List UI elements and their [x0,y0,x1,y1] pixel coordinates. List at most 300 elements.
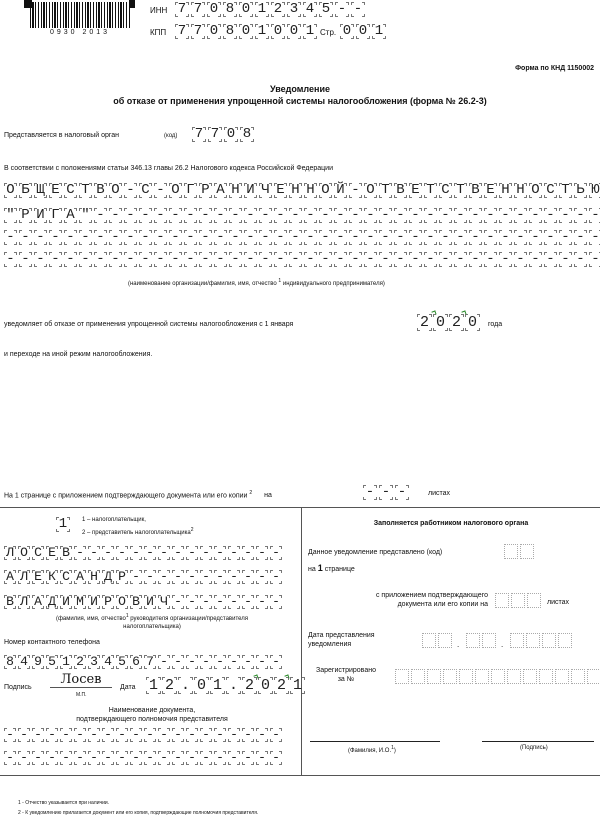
char-cell: 4 [18,655,30,669]
org-name-cell: - [439,230,452,245]
org-name-cell: - [34,230,47,245]
org-name-cell: - [109,208,122,223]
inspector-fio-close: ) [393,748,396,754]
inspector-name-line [310,741,440,742]
char-cell: - [102,751,114,765]
pages-cells [363,485,411,500]
org-name-cell: - [154,252,167,267]
char-cell: - [200,655,212,669]
org-name-cell: - [349,208,362,223]
char-cell: К [46,570,58,584]
org-name-cell: - [139,208,152,223]
pages-text-b: на [264,492,272,500]
char-cell: 7 [175,2,189,17]
org-name-cell: - [199,230,212,245]
with-label-1: с приложением подтверждающего [375,592,488,599]
org-name-cell: - [379,230,392,245]
org-name-cell: С [139,183,152,198]
char-cell [520,544,534,559]
char-cell: А [4,570,16,584]
char-cell [459,669,473,684]
char-cell: - [363,485,377,500]
org-caption-sup: 1 [278,278,282,284]
code-label: (код) [164,133,178,139]
char-cell: - [186,728,198,742]
char-cell: 2 [274,677,289,694]
org-name-cell: - [334,230,347,245]
char-cell [466,633,480,648]
char-cell: 0 [465,314,480,331]
char-cell: - [172,751,184,765]
org-name-cell: Щ [34,183,47,198]
org-name-cell: - [19,252,32,267]
char-cell: - [172,655,184,669]
submission-day-cells [422,633,454,648]
char-cell: 3 [88,655,100,669]
char-cell: А [32,595,44,609]
date-label: Дата [120,684,136,691]
char-cell: 0 [207,2,221,17]
submission-year-cells [510,633,574,648]
org-name-cell: - [499,252,512,267]
char-cell [422,633,436,648]
org-name-cell: - [319,252,332,267]
org-name-cell: - [274,230,287,245]
char-cell: . [226,677,241,694]
char-cell: Е [32,570,44,584]
org-name-cell: - [214,252,227,267]
char-cell: 3 [287,2,301,17]
fio-caption [4,612,300,631]
org-name-cell: - [184,208,197,223]
org-name-cell: Т [454,183,467,198]
org-name-cell: - [574,208,587,223]
phone-cells [4,655,284,669]
org-name-cell: С [544,183,557,198]
inspector-signature-line [482,741,594,742]
char-cell: Н [88,570,100,584]
fio-caption-b: руководителя организации/представителя [130,616,249,622]
fio-caption-a: (фамилия, имя, отчество [55,616,126,622]
org-name-cell: - [319,230,332,245]
char-cell: 8 [223,24,237,39]
char-cell: - [200,728,212,742]
surname-cells [4,546,284,560]
section-divider-top [0,507,600,508]
phone-label: Номер контактного телефона [4,639,100,646]
char-cell: И [144,595,156,609]
org-name-cell: - [424,252,437,267]
top-mid-marker [129,0,135,8]
org-name-cell: - [484,252,497,267]
org-name-cell: - [514,230,527,245]
org-name-cell: - [124,230,137,245]
org-name-cell: - [424,208,437,223]
char-cell: 2 [162,677,177,694]
char-cell: 0 [433,314,448,331]
char-cell [558,633,572,648]
org-name-cell: - [364,208,377,223]
org-name-cell: - [544,252,557,267]
submitted-code-cells [504,544,536,559]
char-cell: - [256,546,268,560]
char-cell: 0 [340,24,354,39]
char-cell [523,669,537,684]
org-name-cell: - [514,252,527,267]
name-cells [4,570,284,584]
org-name-cell: - [214,230,227,245]
fio-caption-sup: 1 [125,613,129,619]
org-name-cell: - [154,208,167,223]
char-cell: И [88,595,100,609]
char-cell: - [186,751,198,765]
org-name-cell: - [574,230,587,245]
on-pages [308,564,355,574]
org-name-cell: - [529,252,542,267]
inspector-signature-caption: (Подпись) [520,745,548,751]
char-cell: - [158,751,170,765]
char-cell: - [186,546,198,560]
signer-option-2 [82,526,193,537]
org-name-cell: - [289,230,302,245]
signature: Лосев [50,672,112,688]
org-name-cell: А [64,208,77,223]
org-name-cell: О [319,183,332,198]
on-num: 1 [317,563,323,573]
char-cell: Л [18,595,30,609]
date-label-1: Дата представления [308,632,375,639]
org-name-cell: - [409,252,422,267]
char-cell [504,544,518,559]
org-name-cell: - [499,230,512,245]
transition-text: и переходе на иной режим налогообложения. [4,351,153,358]
inn-label: ИНН [150,6,168,15]
char-cell: 1 [146,677,161,694]
org-name-cell: - [334,252,347,267]
org-name-cell: О [529,183,542,198]
char-cell: - [270,546,282,560]
char-cell: - [242,570,254,584]
char-cell [571,669,585,684]
char-cell [395,669,409,684]
org-name-cell: С [64,183,77,198]
org-name-cell: - [109,230,122,245]
stamp-mark: М.П. [76,692,87,698]
inspector-fio: (Фамилия, И.О. [348,748,392,754]
char-cell [427,669,441,684]
org-name-cell: О [364,183,377,198]
org-name-cell: - [154,183,167,198]
org-name-cell: - [94,230,107,245]
char-cell [527,593,541,608]
char-cell: 7 [191,2,205,17]
char-cell: - [228,546,240,560]
char-cell [510,633,524,648]
barcode-number: 0930 2013 [49,29,111,36]
org-name-cell: - [4,252,17,267]
footnote-1: 1 - Отчество указывается при наличии. [18,800,110,806]
org-name-cell: - [259,208,272,223]
org-name-cell: - [544,230,557,245]
char-cell [555,669,569,684]
barcode [30,2,130,28]
org-name-cell: - [244,252,257,267]
char-cell: - [88,728,100,742]
char-cell: - [102,546,114,560]
char-cell: - [74,728,86,742]
char-cell: 1 [255,24,269,39]
char-cell: - [130,546,142,560]
org-name-cell: - [34,252,47,267]
org-name-cell: - [454,252,467,267]
char-cell: - [32,728,44,742]
char-cell: - [186,595,198,609]
org-name-cell: - [4,230,17,245]
pages-text-a: На 1 странице с приложением подтверждающего документа или его копии [4,492,248,500]
char-cell: - [214,751,226,765]
char-cell: Ч [158,595,170,609]
org-name-cell: - [364,252,377,267]
char-cell: Д [102,570,114,584]
char-cell: - [158,570,170,584]
org-name-cell: И [34,208,47,223]
char-cell [526,633,540,648]
refusal-text: уведомляет об отказе от применения упрощенной системы налогообложения с 1 января [4,321,294,328]
char-cell: В [130,595,142,609]
org-name-cell: Г [184,183,197,198]
attachment-sheets-cells [495,593,543,608]
kpp-cells [175,24,319,39]
org-name-cell: Й [334,183,347,198]
org-name-cell: - [364,230,377,245]
org-name-row [4,252,600,267]
inn-cells [175,2,367,17]
section-divider-middle [301,507,302,775]
org-name-cell: - [199,208,212,223]
org-name-cell: - [124,183,137,198]
char-cell: - [270,751,282,765]
org-name-cell: Т [379,183,392,198]
submission-month-cells [466,633,498,648]
char-cell: 0 [224,127,238,142]
org-name-cell: - [424,230,437,245]
char-cell: - [242,655,254,669]
char-cell: - [335,2,349,17]
signer-option-2-sup: 2 [190,527,194,533]
org-name-cell: - [94,252,107,267]
char-cell: 2 [417,314,432,331]
org-name-cell: - [394,252,407,267]
org-name-cell: - [169,252,182,267]
top-left-marker [24,0,32,8]
org-name-cell: - [49,252,62,267]
char-cell: - [158,546,170,560]
org-name-cell: - [289,252,302,267]
char-cell: - [172,546,184,560]
char-cell: - [144,751,156,765]
org-name-cell: Т [559,183,572,198]
org-name-cell: - [304,230,317,245]
char-cell: - [4,751,16,765]
org-name-cell: Н [499,183,512,198]
char-cell: 1 [303,24,317,39]
char-cell: - [60,751,72,765]
org-name-cell: - [469,252,482,267]
org-name-cell: О [109,183,122,198]
char-cell: В [4,595,16,609]
char-cell: - [214,595,226,609]
org-name-cell: Е [49,183,62,198]
char-cell: 1 [60,655,72,669]
char-cell: 1 [290,677,305,694]
char-cell: 2 [271,2,285,17]
char-cell [495,593,509,608]
org-name-cell: - [274,252,287,267]
org-name-cell: Е [274,183,287,198]
char-cell: - [46,728,58,742]
char-cell [443,669,457,684]
org-name-cell: - [79,230,92,245]
org-name-cell: - [349,183,362,198]
org-name-cell: - [469,208,482,223]
char-cell: - [270,595,282,609]
org-name-cell: - [244,230,257,245]
char-cell: 8 [4,655,16,669]
char-cell: - [395,485,409,500]
org-name-cell: - [169,208,182,223]
char-cell: - [18,728,30,742]
org-name-cell: - [199,252,212,267]
org-name-cell: Е [484,183,497,198]
org-name-cell: В [469,183,482,198]
org-name-cell: " [4,208,17,223]
on-label: на [308,566,316,573]
org-name-cell: - [124,208,137,223]
char-cell: - [18,751,30,765]
section-divider-bottom [0,775,600,776]
char-cell: Р [116,570,128,584]
org-name-cell: - [409,230,422,245]
char-cell: - [228,595,240,609]
tax-authority-code [192,127,256,142]
char-cell: 2 [242,677,257,694]
char-cell: - [130,570,142,584]
char-cell: - [186,655,198,669]
with-suffix: листах [547,599,570,606]
char-cell: - [228,655,240,669]
org-name-cell: - [79,252,92,267]
org-name-cell: - [289,208,302,223]
pages-text [4,489,272,500]
char-cell: - [116,546,128,560]
org-name-row [4,208,600,223]
char-cell [587,669,600,684]
char-cell: 5 [319,2,333,17]
org-name-cell: - [49,230,62,245]
char-cell: 0 [258,677,273,694]
org-name-cell: - [454,230,467,245]
char-cell: 0 [287,24,301,39]
reg-label-1: Зарегистрировано [316,667,376,674]
org-name-cell: - [184,230,197,245]
inspector-name-caption [348,744,396,755]
org-name-cell: - [559,230,572,245]
org-name-cell: Р [199,183,212,198]
doc-caption-2: подтверждающего полномочия представителя [76,716,228,723]
char-cell: В [60,546,72,560]
char-cell: - [242,728,254,742]
char-cell: 8 [240,127,254,142]
char-cell: - [158,728,170,742]
org-name-cell: Р [19,208,32,223]
char-cell [491,669,505,684]
char-cell: - [32,751,44,765]
char-cell: 0 [356,24,370,39]
org-name-cell: " [79,208,92,223]
form-code: Форма по КНД 1150002 [515,65,594,72]
org-name-cell: А [214,183,227,198]
org-name-cell: Н [229,183,242,198]
org-name-cell: - [229,230,242,245]
char-cell: - [74,751,86,765]
org-name-cell: Е [409,183,422,198]
char-cell: С [32,546,44,560]
org-name-cell: - [439,252,452,267]
org-name-cell: - [514,208,527,223]
org-name-cell: - [484,208,497,223]
char-cell: - [256,655,268,669]
org-name-cell: - [589,208,600,223]
char-cell [482,633,496,648]
org-name-cell: - [559,252,572,267]
org-name-cell: О [169,183,182,198]
org-name-cell: - [184,252,197,267]
char-cell: - [256,570,268,584]
char-cell: Р [102,595,114,609]
char-cell [539,669,553,684]
org-name-cell: Н [514,183,527,198]
org-name-row [4,230,600,245]
char-cell: Е [46,546,58,560]
org-name-row [4,183,600,198]
year-cells [417,314,481,331]
org-name-cell: - [409,208,422,223]
org-name-cell: Г [49,208,62,223]
char-cell: - [214,728,226,742]
char-cell: - [379,485,393,500]
org-name-cell: - [139,252,152,267]
org-name-cell: - [304,208,317,223]
org-name-cell: - [379,208,392,223]
org-name-cell: - [394,208,407,223]
char-cell: 1 [56,517,70,532]
with-attachment-label [300,591,488,609]
char-cell: 4 [303,2,317,17]
org-name-cell: - [589,252,600,267]
char-cell: - [214,655,226,669]
org-name-cell: - [529,230,542,245]
char-cell: - [270,655,282,669]
char-cell: - [200,751,212,765]
reg-label-2: за № [337,676,355,683]
on-suffix: странице [324,566,355,573]
char-cell: Л [18,570,30,584]
org-name-cell: - [139,230,152,245]
org-name-cell: - [529,208,542,223]
char-cell: 7 [208,127,222,142]
org-name-cell: - [574,252,587,267]
org-name-cell: - [454,208,467,223]
